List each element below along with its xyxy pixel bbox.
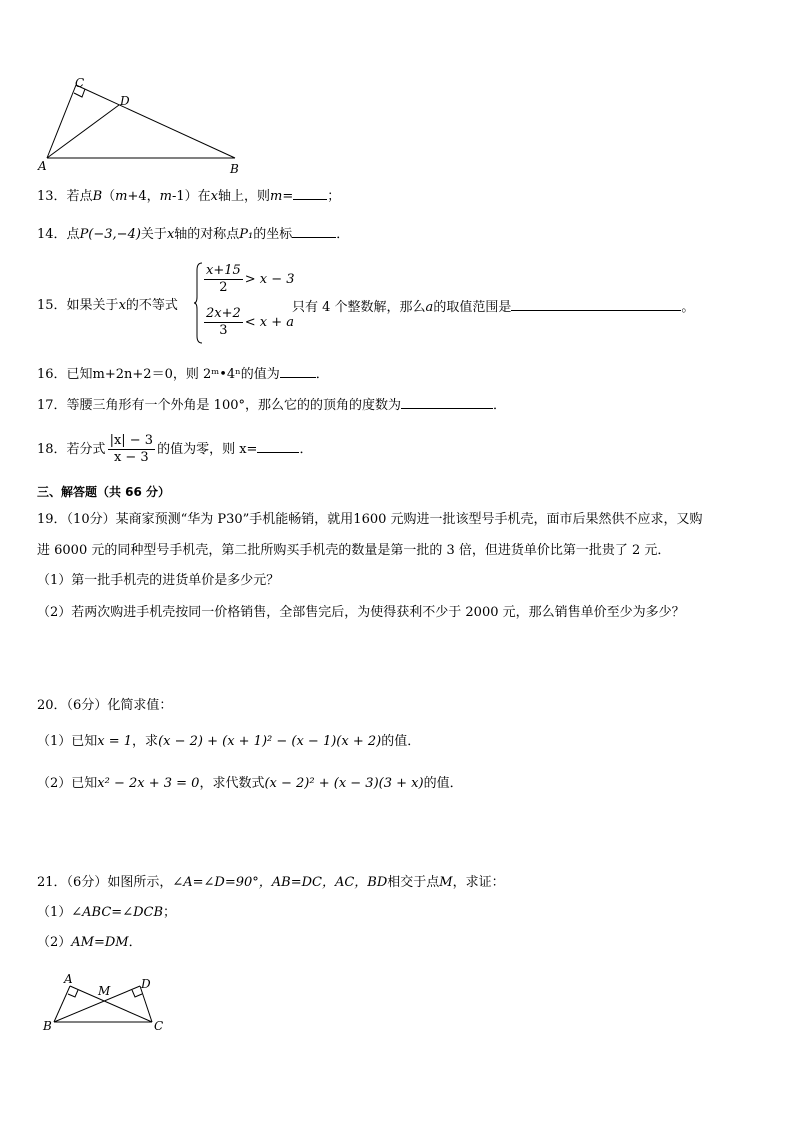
question-20-sub1: （1）已知x = 1，求(x − 2) + (x + 1)² − (x − 1)(x + 2)的值． [37, 734, 421, 749]
label-m: M [98, 984, 111, 998]
inequality-2: $\frac{2x+2}{3}$ < x + a [206, 306, 295, 338]
answer-blank[interactable] [292, 224, 336, 238]
answer-blank[interactable] [401, 395, 493, 409]
question-15: 15．如果关于x的不等式 [37, 298, 178, 313]
answer-blank[interactable] [511, 297, 681, 311]
question-19-line2: 进 6000 元的同种型号手机壳，第二批所购买手机壳的数量是第一批的 3 倍，但进货单价比第一批贵了 2 元． [37, 543, 671, 558]
question-15-tail: 只有 4 个整数解，那么a的取值范围是 。 [292, 297, 694, 317]
question-20-line1: 20．（6分）化简求值： [37, 698, 173, 713]
label-c: C [154, 1019, 164, 1033]
label-a: A [64, 972, 73, 986]
section-heading: 三、解答题（共 66 分） [37, 485, 171, 499]
question-21-sub2: （2）AM=DM． [37, 935, 142, 950]
label-c: C [75, 76, 85, 90]
answer-blank[interactable] [257, 439, 299, 453]
question-16: 16．已知m+2n+2＝0，则 2ᵐ•4ⁿ的值为 ． [37, 364, 329, 384]
question-19-line1: 19．（10分）某商家预测“华为 P30”手机能畅销，就用1600 元购进一批该型号手机壳，面市后果然供不应求，又购 [37, 512, 703, 527]
triangle-figure-2 [40, 972, 175, 1034]
question-19-sub2: （2）若两次购进手机壳按同一价格销售，全部售完后，为使得获利不少于 2000 元，那么销售单价至少为多少？ [37, 605, 685, 620]
inequality-1: $\frac{x+15}{2}$ > x − 3 [206, 263, 295, 295]
question-20-sub2: （2）已知x² − 2x + 3 = 0，求代数式(x − 2)² + (x − 3)(3 + x)的值． [37, 776, 463, 791]
label-b: B [230, 162, 239, 176]
label-b: B [43, 1019, 52, 1033]
question-14: 14．点P(−3,−4)关于x轴的对称点P₁的坐标 ． [37, 224, 349, 244]
question-13: 13．若点B（m+4，m-1）在x轴上，则m= ； [37, 186, 340, 206]
label-a: A [38, 159, 47, 173]
label-d: D [141, 977, 151, 991]
label-d: D [120, 94, 130, 108]
question-18: 18．若分式 $\frac{|x| - 3}{x - 3}$ 的值为零，则 x= ． [37, 433, 313, 465]
question-21-sub1: （1）∠ABC=∠DCB； [37, 905, 177, 920]
answer-blank[interactable] [293, 186, 327, 200]
question-19-sub1: （1）第一批手机壳的进货单价是多少元？ [37, 573, 280, 588]
question-21-line1: 21．（6分）如图所示，∠A=∠D=90°，AB=DC，AC，BD相交于点M，求证： [37, 875, 505, 890]
question-17: 17．等腰三角形有一个外角是 100°，那么它的的顶角的度数为 ． [37, 395, 506, 415]
answer-blank[interactable] [280, 364, 316, 378]
triangle-figure-1 [30, 75, 250, 180]
